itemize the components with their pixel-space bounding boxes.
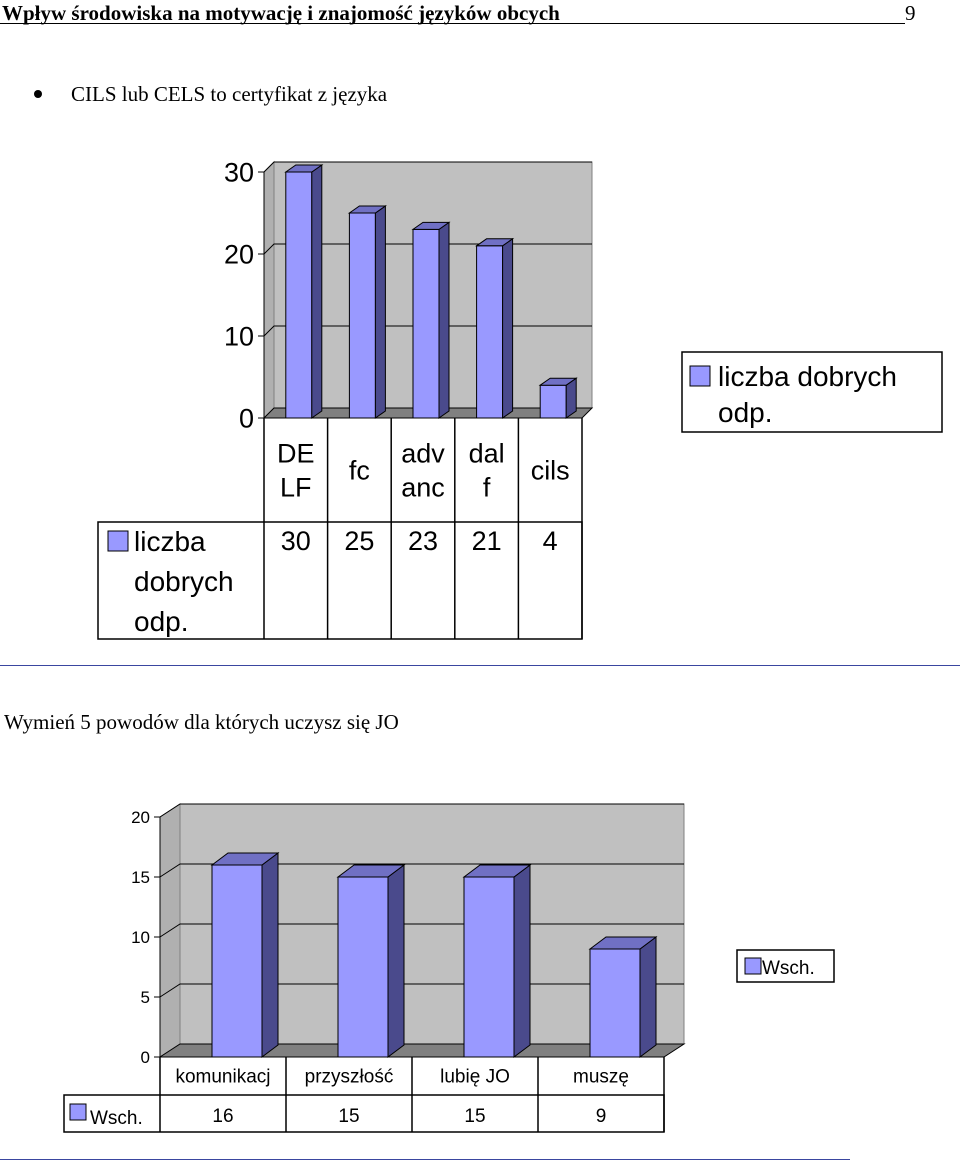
x-category-label: adv	[401, 438, 445, 469]
table-legend-key	[70, 1104, 86, 1120]
y-tick-label: 10	[131, 927, 150, 947]
page-number: 9	[905, 1, 916, 25]
chart-side-wall	[264, 162, 274, 418]
table-legend-key	[108, 531, 128, 551]
data-table-value: 4	[542, 526, 558, 556]
x-category-label: dal	[468, 438, 505, 469]
bar-side	[503, 239, 513, 418]
data-table-border	[64, 1095, 664, 1132]
bar-side	[388, 865, 404, 1057]
data-table-value: 21	[471, 526, 502, 556]
header-title: Wpływ środowiska na motywację i znajomość języków obcych	[2, 1, 560, 25]
x-category-label: fc	[348, 455, 370, 486]
bar-front	[212, 865, 262, 1057]
bar-front	[477, 246, 503, 418]
y-tick-label: 15	[131, 867, 150, 887]
y-tick-label: 10	[223, 321, 254, 352]
data-table-value: 9	[595, 1106, 607, 1127]
table-legend-label: odp.	[134, 606, 189, 637]
x-category-label: komunikacj	[175, 1066, 271, 1088]
bar-front	[338, 877, 388, 1057]
bar-side	[514, 865, 530, 1057]
y-tick-label: 0	[140, 1047, 150, 1067]
data-table-value: 30	[280, 526, 311, 556]
x-category-label: muszę	[573, 1066, 629, 1088]
x-category-label: cils	[530, 455, 570, 486]
bar-front	[286, 172, 312, 418]
y-tick-label: 30	[223, 157, 254, 188]
bar-front	[590, 949, 640, 1057]
y-tick-label: 0	[238, 403, 254, 434]
data-table-value: 16	[212, 1106, 234, 1127]
bar-side	[640, 937, 656, 1057]
bar-front	[464, 877, 514, 1057]
y-tick-label: 20	[223, 239, 254, 270]
x-category-label: f	[482, 472, 491, 503]
legend-key	[690, 366, 710, 386]
bar-front	[540, 385, 566, 418]
table-legend-label: liczba	[134, 526, 206, 557]
x-category-label: anc	[401, 472, 445, 503]
data-table-value: 23	[407, 526, 439, 556]
legend-label: Wsch.	[762, 958, 815, 979]
y-tick-label: 5	[140, 987, 150, 1007]
data-table-value: 25	[344, 526, 375, 556]
section-title: Wymień 5 powodów dla których uczysz się JO	[4, 710, 399, 734]
table-legend-label: dobrych	[134, 566, 234, 597]
legend-label: liczba dobrych	[718, 361, 897, 392]
x-category-label: przyszłość	[304, 1066, 394, 1088]
bar-side	[262, 853, 278, 1057]
y-tick-label: 20	[131, 807, 150, 827]
x-category-label: lubię JO	[440, 1066, 510, 1088]
bar-front	[349, 213, 375, 418]
legend-key	[745, 958, 761, 974]
data-table-value: 15	[338, 1106, 360, 1127]
x-category-label: DE	[277, 438, 315, 469]
bullet-text: CILS lub CELS to certyfikat z języka	[71, 82, 388, 106]
bar-front	[413, 229, 439, 418]
bar-side	[312, 165, 322, 418]
x-category-label: LF	[280, 472, 312, 503]
data-table-value: 15	[464, 1106, 486, 1127]
legend-label: odp.	[718, 397, 773, 428]
bar-side	[439, 222, 449, 418]
bar-side	[375, 206, 385, 418]
table-legend-label: Wsch.	[90, 1108, 143, 1129]
